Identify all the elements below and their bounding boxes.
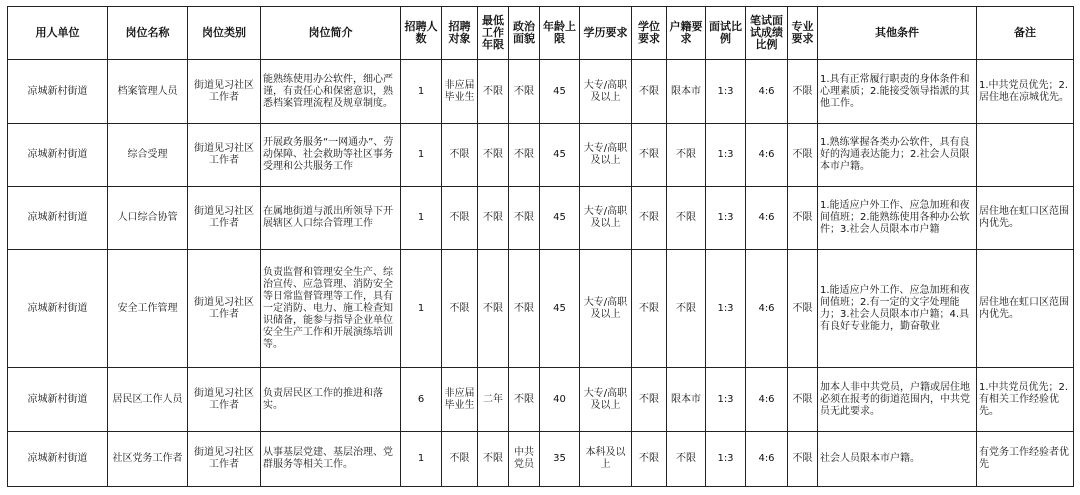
table-cell: 从事基层党建、基层治理、党群服务等相关工作。 [261, 432, 401, 487]
table-cell: 社会人员限本市户籍。 [818, 432, 977, 487]
table-cell: 不限 [442, 187, 478, 250]
table-row [8, 250, 1074, 368]
table-cell: 中共党员 [509, 432, 540, 487]
table-row [8, 432, 1074, 487]
table-cell: 不限 [788, 187, 818, 250]
table-cell: 大专/高职及以上 [580, 124, 632, 187]
table-cell: 1.具有正常履行职责的身体条件和心理素质；2.能接受领导指派的其他工作。 [818, 60, 977, 124]
header-cell: 备注 [977, 7, 1074, 60]
table-row [8, 60, 1074, 124]
table-cell: 不限 [509, 187, 540, 250]
table-cell: 不限 [632, 60, 667, 124]
table-cell: 人口综合协管 [108, 187, 188, 250]
header-cell: 其他条件 [818, 7, 977, 60]
table-cell: 不限 [667, 250, 706, 368]
table-cell: 居民区工作人员 [108, 368, 188, 432]
table-cell: 不限 [667, 432, 706, 487]
table-cell: 不限 [442, 124, 478, 187]
table-cell: 不限 [788, 368, 818, 432]
table-cell: 大专/高职及以上 [580, 250, 632, 368]
table-cell [977, 124, 1074, 187]
table-cell: 不限 [667, 124, 706, 187]
table-cell: 限本市 [667, 60, 706, 124]
table-cell: 不限 [632, 250, 667, 368]
table-cell: 大专/高职及以上 [580, 60, 632, 124]
table-cell: 凉城新村街道 [8, 60, 108, 124]
table-cell: 不限 [632, 432, 667, 487]
table-cell: 凉城新村街道 [8, 250, 108, 368]
header-cell: 户籍要求 [667, 7, 706, 60]
table-cell: 不限 [478, 60, 509, 124]
table-cell: 1:3 [706, 124, 746, 187]
table-cell: 二年 [478, 368, 509, 432]
table-cell: 4:6 [746, 187, 788, 250]
table-cell: 35 [540, 432, 580, 487]
table-cell: 1 [401, 250, 442, 368]
table-cell: 街道见习社区工作者 [188, 432, 261, 487]
table-cell: 不限 [632, 368, 667, 432]
table-cell: 4:6 [746, 124, 788, 187]
header-cell: 岗位名称 [108, 7, 188, 60]
table-cell: 不限 [509, 124, 540, 187]
header-cell: 招聘人数 [401, 7, 442, 60]
table-cell: 45 [540, 60, 580, 124]
header-cell: 笔试面试成绩比例 [746, 7, 788, 60]
table-cell: 街道见习社区工作者 [188, 124, 261, 187]
header-cell: 岗位类别 [188, 7, 261, 60]
table-cell: 非应届毕业生 [442, 60, 478, 124]
table-cell: 不限 [442, 432, 478, 487]
table-cell: 不限 [478, 250, 509, 368]
table-cell: 大专/高职及以上 [580, 368, 632, 432]
table-cell: 凉城新村街道 [8, 368, 108, 432]
table-cell: 街道见习社区工作者 [188, 368, 261, 432]
table-cell: 1:3 [706, 187, 746, 250]
table-cell: 45 [540, 124, 580, 187]
header-cell: 面试比例 [706, 7, 746, 60]
table-cell: 不限 [478, 124, 509, 187]
header-row [8, 7, 1074, 60]
table-cell: 40 [540, 368, 580, 432]
table-cell: 居住地在虹口区范围内优先。 [977, 187, 1074, 250]
table-cell: 1.能适应户外工作、应急加班和夜间值班；2.能熟练使用各种办公软件；3.社会人员限本市户籍 [818, 187, 977, 250]
table-cell: 档案管理人员 [108, 60, 188, 124]
table-cell: 1.能适应户外工作、应急加班和夜间值班；2.有一定的文字处理能力；3.社会人员限本市户籍；4.具有良好专业能力，勤奋敬业 [818, 250, 977, 368]
recruitment-table [7, 6, 1074, 487]
table-cell: 开展政务服务“一网通办”、劳动保障、社会救助等社区事务受理和公共服务工作 [261, 124, 401, 187]
table-cell: 凉城新村街道 [8, 432, 108, 487]
header-cell: 最低工作年限 [478, 7, 509, 60]
table-cell: 街道见习社区工作者 [188, 250, 261, 368]
table-cell: 不限 [788, 60, 818, 124]
table-cell: 不限 [632, 124, 667, 187]
table-cell: 有党务工作经验者优先 [977, 432, 1074, 487]
table-cell: 不限 [788, 432, 818, 487]
table-cell: 非应届毕业生 [442, 368, 478, 432]
header-cell: 用人单位 [8, 7, 108, 60]
table-cell: 大专/高职及以上 [580, 187, 632, 250]
table-cell: 能熟练使用办公软件，细心严谨，有责任心和保密意识，熟悉档案管理流程及规章制度。 [261, 60, 401, 124]
table-row [8, 368, 1074, 432]
table-cell: 街道见习社区工作者 [188, 187, 261, 250]
header-cell: 年龄上限 [540, 7, 580, 60]
table-cell: 1:3 [706, 368, 746, 432]
table-cell: 社区党务工作者 [108, 432, 188, 487]
header-cell: 学位要求 [632, 7, 667, 60]
header-cell: 岗位简介 [261, 7, 401, 60]
header-cell: 学历要求 [580, 7, 632, 60]
table-cell: 1 [401, 60, 442, 124]
table-cell: 不限 [509, 250, 540, 368]
table-cell: 4:6 [746, 368, 788, 432]
header-cell: 政治面貌 [509, 7, 540, 60]
table-row [8, 124, 1074, 187]
table-cell: 综合受理 [108, 124, 188, 187]
table-cell: 4:6 [746, 432, 788, 487]
table-cell: 不限 [509, 60, 540, 124]
header-cell: 招聘对象 [442, 7, 478, 60]
table-cell: 居住地在虹口区范围内优先。 [977, 250, 1074, 368]
table-cell: 负责监督和管理安全生产、综治宣传、应急管理、消防安全等日常监督管理等工作，具有一定消防、电力、施工检查知识储备，能参与指导企业单位安全生产工作和开展演练培训等。 [261, 250, 401, 368]
table-cell: 不限 [478, 432, 509, 487]
table-cell: 6 [401, 368, 442, 432]
table-cell: 不限 [788, 124, 818, 187]
table-cell: 加本人非中共党员，户籍或居住地必须在报考的街道范围内，中共党员无此要求。 [818, 368, 977, 432]
table-cell: 凉城新村街道 [8, 124, 108, 187]
table-cell: 1 [401, 124, 442, 187]
table-cell: 凉城新村街道 [8, 187, 108, 250]
table-cell: 45 [540, 250, 580, 368]
table-cell: 不限 [667, 187, 706, 250]
table-cell: 在属地街道与派出所领导下开展辖区人口综合管理工作 [261, 187, 401, 250]
table-cell: 1:3 [706, 60, 746, 124]
recruitment-table-wrapper [7, 6, 1074, 487]
table-cell: 本科及以上 [580, 432, 632, 487]
table-cell: 1 [401, 187, 442, 250]
table-cell: 1.中共党员优先；2.居住地在凉城优先。 [977, 60, 1074, 124]
table-cell: 1:3 [706, 250, 746, 368]
header-cell: 专业要求 [788, 7, 818, 60]
table-cell: 45 [540, 187, 580, 250]
table-cell: 不限 [442, 250, 478, 368]
table-cell: 不限 [478, 187, 509, 250]
table-cell: 1:3 [706, 432, 746, 487]
table-cell: 不限 [509, 368, 540, 432]
table-cell: 街道见习社区工作者 [188, 60, 261, 124]
table-cell: 1.熟练掌握各类办公软件，具有良好的沟通表达能力；2.社会人员限本市户籍。 [818, 124, 977, 187]
table-cell: 安全工作管理 [108, 250, 188, 368]
table-cell: 4:6 [746, 60, 788, 124]
table-cell: 1.中共党员优先；2.有相关工作经验优先。 [977, 368, 1074, 432]
table-cell: 1 [401, 432, 442, 487]
table-cell: 限本市 [667, 368, 706, 432]
table-row [8, 187, 1074, 250]
table-cell: 负责居民区工作的推进和落实。 [261, 368, 401, 432]
table-cell: 4:6 [746, 250, 788, 368]
table-cell: 不限 [788, 250, 818, 368]
table-cell: 不限 [632, 187, 667, 250]
